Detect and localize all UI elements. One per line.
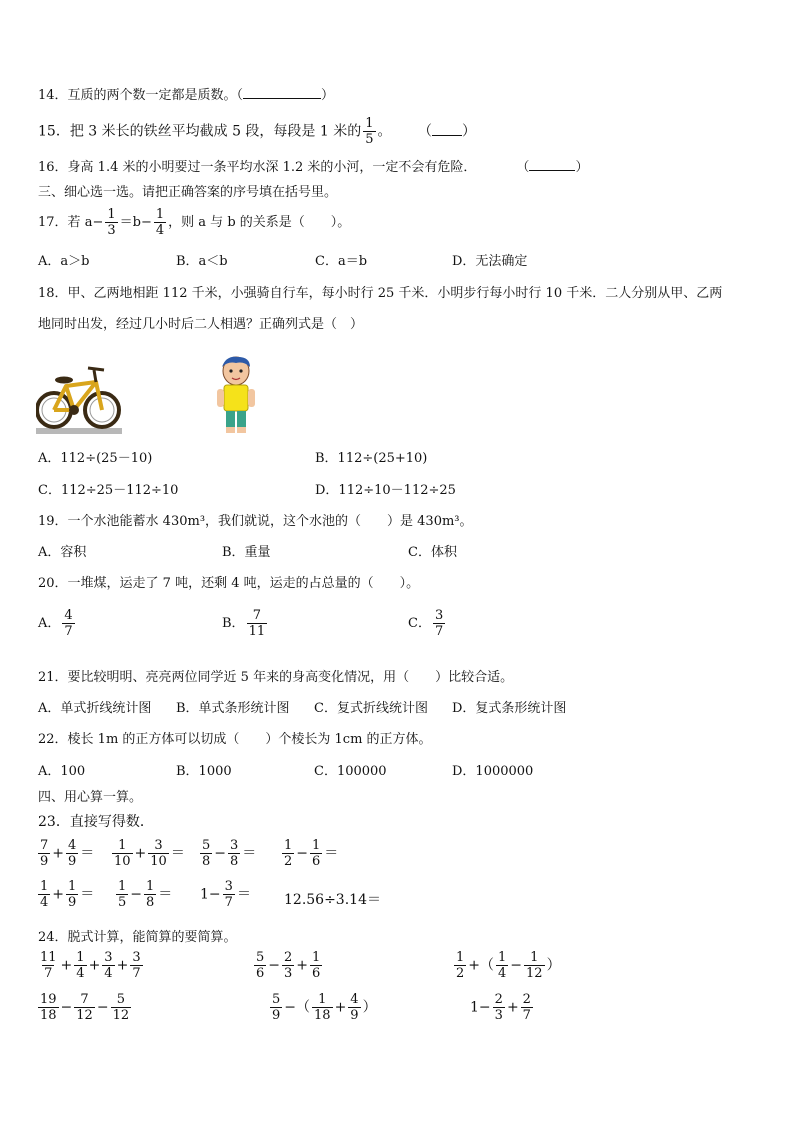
question-17 <box>38 207 350 238</box>
numerator: 1 <box>107 207 116 222</box>
expression-5 <box>268 992 377 1023</box>
numerator: 1 <box>40 879 49 894</box>
fraction <box>433 608 445 639</box>
numerator: 4 <box>350 992 359 1007</box>
equals: ＝ <box>119 215 133 230</box>
numerator: 1 <box>312 838 321 853</box>
q17-post: ，则 a 与 b 的关系是（ ）。 <box>168 215 351 230</box>
numerator: 1 <box>365 116 374 131</box>
numerator: 1 <box>155 207 165 222</box>
numerator: 1 <box>284 838 293 853</box>
operator: − <box>214 845 227 862</box>
denominator: 6 <box>312 854 321 869</box>
denominator: 18 <box>314 1008 331 1023</box>
operator: +（ <box>468 957 495 974</box>
denominator: 5 <box>365 132 374 147</box>
option-a[interactable] <box>38 608 77 639</box>
fraction <box>62 608 74 639</box>
option-c[interactable]: C．112÷25－112÷10 <box>38 483 179 498</box>
numerator: 1 <box>530 950 539 965</box>
denominator: 7 <box>434 624 444 639</box>
denominator: 9 <box>350 1008 359 1023</box>
denominator: 4 <box>155 223 165 238</box>
section-heading: 四、用心算一算。 <box>38 790 143 805</box>
fraction <box>363 116 375 147</box>
numerator: 3 <box>434 608 444 623</box>
question-24-title: 24．脱式计算，能简算的要简算。 <box>38 930 237 945</box>
fraction <box>105 207 117 238</box>
option-a[interactable]: A．100 <box>38 764 86 779</box>
mental-calc-item <box>114 879 172 910</box>
operator: − <box>478 999 491 1016</box>
denominator: 4 <box>76 966 85 981</box>
mental-calc-item: 12.56÷3.14＝ <box>284 892 381 908</box>
numerator: 1 <box>118 838 127 853</box>
q14-text: 14．互质的两个数一定都是质数。（ <box>38 88 244 103</box>
question-18-line-1: 18．甲、乙两地相距 112 千米，小强骑自行车，每小时行 25 千米．小明步行每小时行 10 千米．二人分别从甲、乙两 <box>38 286 723 301</box>
section-heading: 三、细心选一选。请把正确答案的序号填在括号里。 <box>38 185 338 200</box>
denominator: 5 <box>118 895 127 910</box>
numerator: 1 <box>146 879 155 894</box>
denominator: 12 <box>112 1008 130 1023</box>
operator: + <box>52 845 65 862</box>
option-c[interactable]: C．a＝b <box>315 254 368 269</box>
mental-calc-item <box>36 838 94 869</box>
numerator: 1 <box>68 879 77 894</box>
numerator: 7 <box>40 838 49 853</box>
option-b[interactable]: B．112÷(25+10) <box>315 451 428 466</box>
denominator: 4 <box>40 895 49 910</box>
denominator: 11 <box>248 624 266 639</box>
expression-1 <box>36 950 145 981</box>
q14-close: ） <box>321 88 335 103</box>
bicycle-icon <box>36 358 122 436</box>
operator: + <box>134 845 147 862</box>
denominator: 7 <box>64 624 73 639</box>
equals: ＝ <box>170 845 185 862</box>
numerator: 7 <box>252 608 261 623</box>
operator: − <box>96 999 109 1016</box>
question-15 <box>38 116 476 147</box>
numerator: 11 <box>40 950 57 965</box>
denominator: 9 <box>40 854 49 869</box>
option-b[interactable]: B．1000 <box>176 764 232 779</box>
denominator: 18 <box>40 1008 57 1023</box>
expression-4 <box>36 992 133 1023</box>
answer-blank[interactable] <box>243 86 321 99</box>
question-19: 19．一个水池能蓄水 430m³，我们就说，这个水池的（ ）是 430m³。 <box>38 514 473 529</box>
close-paren: ） <box>546 957 561 974</box>
fraction <box>247 608 268 639</box>
numerator: 5 <box>116 992 125 1007</box>
option-label: B． <box>222 616 245 631</box>
question-23-title: 23．直接写得数． <box>38 814 154 830</box>
operator: + <box>52 886 65 903</box>
equals: ＝ <box>242 845 257 862</box>
numerator: 1 <box>318 992 327 1007</box>
numerator: 1 <box>456 950 465 965</box>
whole-number: 1 <box>200 886 209 903</box>
minus: − <box>140 215 152 230</box>
mental-calc-item <box>110 838 185 869</box>
var-b: b <box>132 215 141 230</box>
operator: + <box>116 957 129 974</box>
option-a[interactable]: A．a＞b <box>38 254 90 269</box>
numerator: 3 <box>132 950 141 965</box>
option-b[interactable] <box>222 608 269 639</box>
question-20: 20．一堆煤，运走了 7 吨，还剩 4 吨，运走的占总量的（ ）。 <box>38 576 420 591</box>
q15-text: 15．把 3 米长的铁丝平均截成 5 段，每段是 1 米的 <box>38 123 362 140</box>
denominator: 9 <box>272 1008 281 1023</box>
operator: − <box>208 886 221 903</box>
question-16 <box>38 156 588 175</box>
operator: + <box>60 957 73 974</box>
option-b[interactable]: B．a＜b <box>176 254 228 269</box>
boy-icon <box>214 355 258 437</box>
expression-3 <box>452 950 561 981</box>
numerator: 1 <box>498 950 507 965</box>
numerator: 3 <box>230 838 239 853</box>
option-d[interactable]: D．无法确定 <box>452 254 528 269</box>
option-d[interactable]: D．112÷10－112÷25 <box>315 483 456 498</box>
denominator: 7 <box>224 895 233 910</box>
whole-number: 1 <box>470 999 479 1016</box>
denominator: 8 <box>230 854 239 869</box>
operator: − <box>130 886 143 903</box>
option-d[interactable]: D．1000000 <box>452 764 534 779</box>
numerator: 19 <box>40 992 57 1007</box>
expression-6 <box>470 992 535 1023</box>
q15-close: ） <box>461 123 476 140</box>
numerator: 2 <box>284 950 293 965</box>
option-c[interactable]: C．体积 <box>408 545 457 560</box>
denominator: 8 <box>146 895 155 910</box>
question-21: 21．要比较明明、亮亮两位同学近 5 年来的身高变化情况，用（ ）比较合适。 <box>38 670 514 685</box>
denominator: 3 <box>107 223 116 238</box>
denominator: 4 <box>498 966 507 981</box>
answer-blank[interactable] <box>432 123 462 136</box>
denominator: 2 <box>456 966 465 981</box>
denominator: 9 <box>68 895 77 910</box>
numerator: 1 <box>118 879 127 894</box>
operator: + <box>88 957 101 974</box>
option-a[interactable]: A．112÷(25－10) <box>38 451 153 466</box>
denominator: 8 <box>202 854 211 869</box>
numerator: 1 <box>312 950 321 965</box>
q16-close: ） <box>575 160 589 175</box>
option-c[interactable]: C．复式折线统计图 <box>314 701 428 716</box>
denominator: 4 <box>104 966 113 981</box>
mental-calc-item <box>280 838 338 869</box>
q15-open: （ <box>417 123 432 140</box>
option-b[interactable]: B．重量 <box>222 545 271 560</box>
question-22: 22．棱长 1m 的正方体可以切成（ ）个棱长为 1cm 的正方体。 <box>38 732 432 747</box>
denominator: 6 <box>312 966 321 981</box>
operator: + <box>296 957 309 974</box>
q17-pre: 17．若 <box>38 215 81 230</box>
numerator: 4 <box>68 838 77 853</box>
denominator: 3 <box>284 966 293 981</box>
minus: − <box>92 215 104 230</box>
operator: − <box>268 957 281 974</box>
mental-calc-item <box>198 838 256 869</box>
operator: − <box>60 999 73 1016</box>
option-b[interactable]: B．单式条形统计图 <box>176 701 290 716</box>
operator: + <box>506 999 519 1016</box>
option-a[interactable]: A．单式折线统计图 <box>38 701 152 716</box>
denominator: 7 <box>132 966 141 981</box>
q16-open: （ <box>516 160 530 175</box>
denominator: 7 <box>44 966 53 981</box>
q16-text: 16．身高 1.4 米的小明要过一条平均水深 1.2 米的小河，一定不会有危险． <box>38 160 477 175</box>
operator: −（ <box>284 999 311 1016</box>
denominator: 6 <box>256 966 265 981</box>
equals: ＝ <box>158 886 173 903</box>
denominator: 12 <box>526 966 543 981</box>
denominator: 2 <box>284 854 293 869</box>
denominator: 3 <box>494 1008 503 1023</box>
mental-calc-item <box>200 879 251 910</box>
numerator: 3 <box>154 838 163 853</box>
question-14 <box>38 84 334 103</box>
numerator: 4 <box>64 608 73 623</box>
answer-blank[interactable] <box>529 158 575 171</box>
equals: ＝ <box>80 845 95 862</box>
option-d[interactable]: D．复式条形统计图 <box>452 701 567 716</box>
q15-post: 。 <box>377 123 392 140</box>
denominator: 10 <box>150 854 167 869</box>
numerator: 7 <box>80 992 89 1007</box>
option-c[interactable] <box>408 608 447 639</box>
numerator: 2 <box>494 992 503 1007</box>
operator: − <box>510 957 523 974</box>
denominator: 7 <box>522 1008 531 1023</box>
option-label: C． <box>408 616 431 631</box>
equals: ＝ <box>324 845 339 862</box>
option-a[interactable]: A．容积 <box>38 545 87 560</box>
numerator: 3 <box>224 879 233 894</box>
close-paren: ） <box>362 999 377 1016</box>
denominator: 10 <box>114 854 131 869</box>
denominator: 9 <box>68 854 77 869</box>
numerator: 5 <box>272 992 281 1007</box>
operator: − <box>296 845 309 862</box>
operator: + <box>334 999 347 1016</box>
option-label: A． <box>38 616 61 631</box>
option-c[interactable]: C．100000 <box>314 764 387 779</box>
var-a: a <box>84 215 93 230</box>
numerator: 5 <box>202 838 211 853</box>
numerator: 1 <box>76 950 85 965</box>
question-18-line-2: 地同时出发，经过几小时后二人相遇？正确列式是（ ） <box>38 317 364 332</box>
equals: ＝ <box>80 886 95 903</box>
numerator: 5 <box>256 950 265 965</box>
equals: ＝ <box>236 886 251 903</box>
fraction <box>154 207 166 238</box>
denominator: 12 <box>76 1008 93 1023</box>
numerator: 3 <box>104 950 113 965</box>
mental-calc-item <box>36 879 94 910</box>
expression-2 <box>252 950 324 981</box>
numerator: 2 <box>522 992 531 1007</box>
